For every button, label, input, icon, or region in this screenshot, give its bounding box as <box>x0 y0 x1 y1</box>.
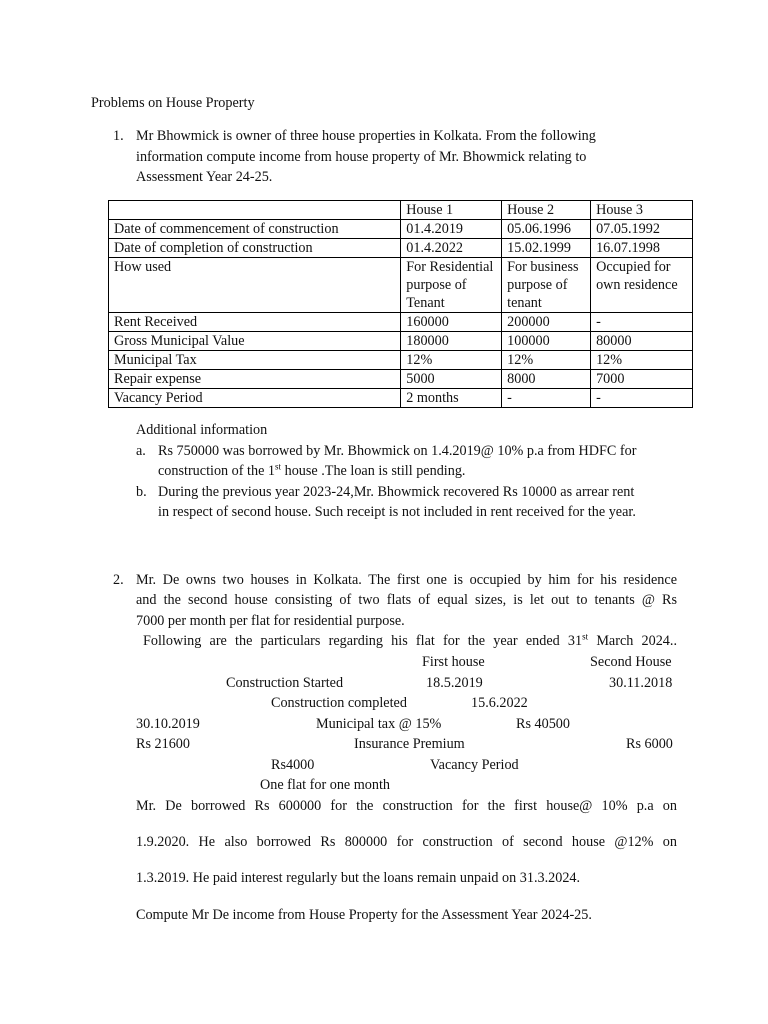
table-cell: 16.07.1998 <box>591 239 693 258</box>
house-property-table <box>108 200 693 408</box>
table-cell: 200000 <box>502 313 591 332</box>
loan-line-3: 1.3.2019. He paid interest regularly but the loans remain unpaid on 31.3.2024. <box>136 870 581 886</box>
table-cell: Occupied for own residence <box>591 258 693 313</box>
construction-completed-second: 30.10.2019 <box>136 716 200 732</box>
problem-2-line-2: and the second house consisting of two flats of equal sizes, is let out to tenants @ Rs <box>136 592 677 608</box>
insurance-first: Rs 6000 <box>626 736 673 752</box>
loan-line-2: 1.9.2020. He also borrowed Rs 800000 for construction of second house @12% on <box>136 834 677 850</box>
table-cell: 01.4.2019 <box>401 220 502 239</box>
problem-2-line-3: 7000 per month per flat for residential purpose. <box>136 613 405 629</box>
problem-1-number: 1. <box>113 128 124 144</box>
table-cell: Municipal Tax <box>109 351 401 370</box>
compute-instruction: Compute Mr De income from House Property for the Assessment Year 2024-25. <box>136 907 592 923</box>
construction-completed-first: 15.6.2022 <box>471 695 528 711</box>
problem-2-superscript: st <box>582 631 589 642</box>
construction-started-second: 30.11.2018 <box>609 675 673 691</box>
table-cell: How used <box>109 258 401 313</box>
table-cell: 5000 <box>401 370 502 389</box>
insurance-label: Insurance Premium <box>354 736 465 752</box>
table-cell: Gross Municipal Value <box>109 332 401 351</box>
note-b-line-1: During the previous year 2023-24,Mr. Bhowmick recovered Rs 10000 as arrear rent <box>158 484 635 500</box>
table-row <box>109 332 693 351</box>
note-a-line-1: Rs 750000 was borrowed by Mr. Bhowmick on 1.4.2019@ 10% p.a from HDFC for <box>158 443 637 459</box>
table-cell: Rent Received <box>109 313 401 332</box>
table-cell: 07.05.1992 <box>591 220 693 239</box>
note-a-superscript: st <box>275 461 282 472</box>
table-cell: Date of commencement of construction <box>109 220 401 239</box>
table-row <box>109 351 693 370</box>
table-cell: 12% <box>401 351 502 370</box>
table-cell: - <box>591 313 693 332</box>
table-cell: 160000 <box>401 313 502 332</box>
table-header-cell: House 1 <box>401 201 502 220</box>
note-b-label: b. <box>136 484 147 500</box>
table-row <box>109 239 693 258</box>
table-cell: 12% <box>502 351 591 370</box>
table-cell: 2 months <box>401 389 502 408</box>
note-b-line-2: in respect of second house. Such receipt is not included in rent received for the year. <box>158 504 636 520</box>
table-row <box>109 370 693 389</box>
additional-info-heading: Additional information <box>136 422 268 438</box>
table-row <box>109 313 693 332</box>
table-row <box>109 220 693 239</box>
table-cell: - <box>591 389 693 408</box>
problem-1-line-1: Mr Bhowmick is owner of three house properties in Kolkata. From the following <box>136 128 596 144</box>
insurance-second: Rs4000 <box>271 757 315 773</box>
problem-2-line-4-pre: Following are the particulars regarding his flat for the year ended 31 <box>143 633 583 649</box>
note-a-label: a. <box>136 443 146 459</box>
table-cell: 15.02.1999 <box>502 239 591 258</box>
table-header-cell: House 3 <box>591 201 693 220</box>
table-header-row <box>109 201 693 220</box>
table-cell: 7000 <box>591 370 693 389</box>
vacancy-label: Vacancy Period <box>430 757 519 773</box>
second-house-heading: Second House <box>590 654 672 670</box>
table-cell: 12% <box>591 351 693 370</box>
problem-2-line-4-post: March 2024.. <box>588 633 677 649</box>
municipal-tax-first: Rs 40500 <box>516 716 570 732</box>
table-cell: For Residential purpose of Tenant <box>401 258 502 313</box>
problem-2-line-1: Mr. De owns two houses in Kolkata. The first one is occupied by him for his residence <box>136 572 677 588</box>
problem-2-number: 2. <box>113 572 124 588</box>
construction-completed-label: Construction completed <box>271 695 407 711</box>
page-title: Problems on House Property <box>91 95 255 111</box>
table-cell: 80000 <box>591 332 693 351</box>
problem-1-line-2: information compute income from house property of Mr. Bhowmick relating to <box>136 149 587 165</box>
problem-2-line-4 <box>143 631 677 652</box>
municipal-tax-second: Rs 21600 <box>136 736 190 752</box>
table-cell: Date of completion of construction <box>109 239 401 258</box>
table-cell: 8000 <box>502 370 591 389</box>
table-cell: For business purpose of tenant <box>502 258 591 313</box>
table-row <box>109 389 693 408</box>
table-cell: 05.06.1996 <box>502 220 591 239</box>
vacancy-second: One flat for one month <box>260 777 391 793</box>
table-cell: 180000 <box>401 332 502 351</box>
note-a-line-2-post: house .The loan is still pending. <box>281 463 466 479</box>
table-header-cell: House 2 <box>502 201 591 220</box>
table-cell: 100000 <box>502 332 591 351</box>
table-cell: 01.4.2022 <box>401 239 502 258</box>
construction-started-first: 18.5.2019 <box>426 675 483 691</box>
problem-1-line-3: Assessment Year 24-25. <box>136 169 273 185</box>
table-cell: - <box>502 389 591 408</box>
table-header-cell <box>109 201 401 220</box>
first-house-heading: First house <box>422 654 485 670</box>
note-a-line-2-pre: construction of the 1 <box>158 463 276 479</box>
municipal-tax-label: Municipal tax @ 15% <box>316 716 442 732</box>
table-row <box>109 258 693 313</box>
construction-started-label: Construction Started <box>226 675 344 691</box>
table-cell: Vacancy Period <box>109 389 401 408</box>
table-cell: Repair expense <box>109 370 401 389</box>
note-a-line-2 <box>158 461 465 482</box>
loan-line-1: Mr. De borrowed Rs 600000 for the construction for the first house@ 10% p.a on <box>136 798 677 814</box>
